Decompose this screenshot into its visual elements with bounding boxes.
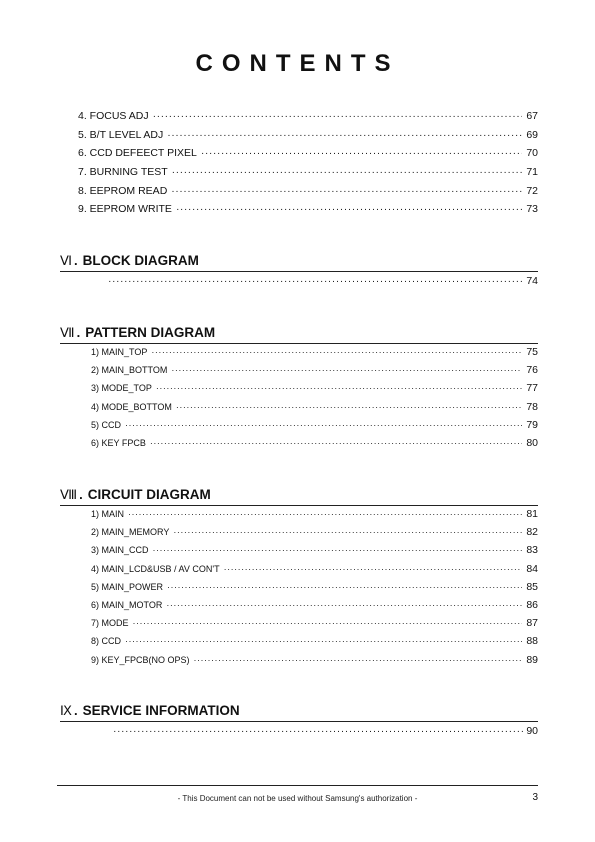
toc-entry[interactable]	[91, 563, 538, 581]
toc-entry-page: 90	[526, 725, 538, 737]
dot-leader	[128, 509, 522, 519]
toc-adjustment-list	[78, 110, 538, 222]
dot-leader	[167, 582, 522, 592]
toc-entry[interactable]	[91, 526, 538, 544]
section-heading[interactable]	[60, 703, 538, 722]
toc-entry[interactable]	[91, 654, 538, 672]
toc-entry[interactable]	[78, 203, 538, 222]
dot-leader	[133, 618, 523, 628]
toc-entry[interactable]	[91, 437, 538, 455]
toc-entry-page: 81	[526, 508, 538, 520]
dot-leader	[224, 564, 523, 574]
toc-entry-label: 9. EEPROM WRITE	[78, 203, 172, 216]
toc-entry-page: 69	[526, 128, 538, 141]
section-block-diagram	[60, 253, 538, 272]
dot-leader	[171, 185, 522, 197]
section-circuit-diagram	[60, 487, 538, 506]
toc-entry[interactable]	[78, 185, 538, 204]
footer-page-number: 3	[532, 792, 538, 803]
toc-entry-page: 80	[526, 436, 538, 449]
toc-entry-label: 6. CCD DEFEECT PIXEL	[78, 147, 197, 160]
page-title: CONTENTS	[195, 50, 400, 77]
toc-entry-page: 75	[526, 346, 538, 358]
toc-entry-page: 76	[526, 364, 538, 377]
footer-notice: - This Document can not be used without Samsung's authorization -	[177, 794, 418, 803]
dot-leader	[150, 438, 522, 448]
dot-leader	[173, 527, 522, 537]
toc-entry[interactable]	[91, 419, 538, 437]
toc-entry-page: 71	[526, 166, 538, 179]
toc-entry[interactable]	[91, 508, 538, 526]
toc-entry-label: 3) MAIN_CCD	[91, 545, 149, 556]
dot-leader	[113, 725, 525, 737]
toc-entry-page: 73	[526, 203, 538, 216]
section-numeral: Ⅵ	[60, 253, 72, 268]
toc-entry[interactable]	[91, 581, 538, 599]
section-heading[interactable]	[60, 253, 538, 272]
toc-entry[interactable]	[91, 346, 538, 364]
toc-entry-page: 79	[526, 418, 538, 431]
toc-entry-label: 1) MAIN_TOP	[91, 347, 148, 357]
toc-entry-page: 67	[526, 110, 538, 122]
toc-entry[interactable]	[91, 599, 538, 617]
section-title: SERVICE INFORMATION	[82, 703, 240, 718]
toc-entry-label: 2) MAIN_BOTTOM	[91, 365, 168, 376]
section-numeral: Ⅸ	[60, 703, 72, 718]
toc-entry-page: 78	[526, 400, 538, 413]
toc-entry-label: 7) MODE	[91, 618, 129, 629]
toc-entry-label: 5) CCD	[91, 419, 122, 430]
toc-entry-label: 9) KEY_FPCB(NO OPS)	[91, 654, 190, 665]
toc-entry-label: 4. FOCUS ADJ	[78, 110, 149, 122]
section-numeral-dot: .	[73, 703, 78, 718]
toc-entry-label: 8) CCD	[91, 636, 122, 647]
section-numeral: Ⅶ	[60, 325, 75, 340]
toc-entry[interactable]	[91, 382, 538, 400]
section-numeral-dot: .	[79, 487, 83, 502]
dot-leader	[176, 203, 522, 215]
toc-entry-page: 88	[526, 635, 538, 648]
toc-entry-page: 89	[526, 653, 538, 666]
toc-entry-label: 3) MODE_TOP	[91, 383, 152, 394]
toc-entry-page: 70	[526, 147, 538, 160]
section-service-information	[60, 703, 538, 722]
toc-entry[interactable]	[78, 129, 538, 148]
toc-entry-page: 83	[526, 544, 538, 557]
dot-leader	[125, 420, 522, 430]
dot-leader	[125, 636, 522, 646]
toc-entry-page: 72	[526, 184, 538, 197]
section-numeral-dot: .	[74, 253, 78, 268]
section-heading[interactable]	[60, 325, 538, 344]
toc-pattern-list	[91, 346, 538, 455]
dot-leader	[171, 365, 522, 375]
toc-entry[interactable]	[78, 110, 538, 129]
toc-entry-label: 7. BURNING TEST	[78, 166, 168, 179]
section-numeral: Ⅷ	[60, 487, 78, 502]
dot-leader	[156, 383, 522, 393]
toc-entry[interactable]	[78, 147, 538, 166]
section-pattern-diagram	[60, 325, 538, 344]
toc-entry-label: 4) MAIN_LCD&USB / AV CON'T	[91, 563, 220, 574]
toc-entry[interactable]	[91, 364, 538, 382]
section-title: CIRCUIT DIAGRAM	[87, 487, 211, 502]
dot-leader	[151, 347, 522, 357]
toc-entry-label: 5) MAIN_POWER	[91, 581, 164, 592]
section-title: PATTERN DIAGRAM	[85, 325, 216, 340]
toc-entry-label: 8. EEPROM READ	[78, 184, 168, 197]
toc-entry[interactable]	[91, 544, 538, 562]
dot-leader	[153, 110, 523, 122]
footer-divider	[57, 785, 538, 786]
toc-entry-label: 5. B/T LEVEL ADJ	[78, 128, 164, 141]
dot-leader	[153, 545, 523, 555]
toc-entry-label: 4) MODE_BOTTOM	[91, 401, 172, 412]
toc-entry-label: 6) KEY FPCB	[91, 437, 146, 448]
toc-entry[interactable]	[78, 166, 538, 185]
toc-entry-label: 2) MAIN_MEMORY	[91, 527, 170, 538]
toc-entry-page: 84	[526, 562, 538, 575]
toc-entry-page: 77	[526, 382, 538, 395]
toc-entry-page: 86	[526, 598, 538, 611]
dot-leader	[166, 600, 522, 610]
toc-entry[interactable]	[91, 635, 538, 653]
section-title: BLOCK DIAGRAM	[82, 253, 199, 268]
section-heading[interactable]	[60, 487, 538, 506]
section-numeral-dot: .	[76, 325, 81, 340]
toc-entry-label: 1) MAIN	[91, 509, 125, 519]
toc-circuit-list	[91, 508, 538, 672]
toc-entry[interactable]	[91, 401, 538, 419]
dot-leader	[201, 147, 522, 159]
toc-entry[interactable]	[113, 725, 538, 737]
dot-leader	[172, 166, 523, 178]
dot-leader	[167, 129, 522, 141]
toc-entry-page: 85	[526, 580, 538, 593]
toc-entry-page: 82	[526, 526, 538, 539]
toc-entry-page: 74	[526, 275, 538, 287]
dot-leader	[108, 275, 522, 287]
dot-leader	[176, 402, 522, 412]
dot-leader	[194, 655, 523, 665]
toc-entry[interactable]	[91, 617, 538, 635]
toc-entry-label: 6) MAIN_MOTOR	[91, 599, 163, 610]
toc-entry-page: 87	[526, 617, 538, 630]
toc-entry[interactable]	[108, 275, 538, 287]
